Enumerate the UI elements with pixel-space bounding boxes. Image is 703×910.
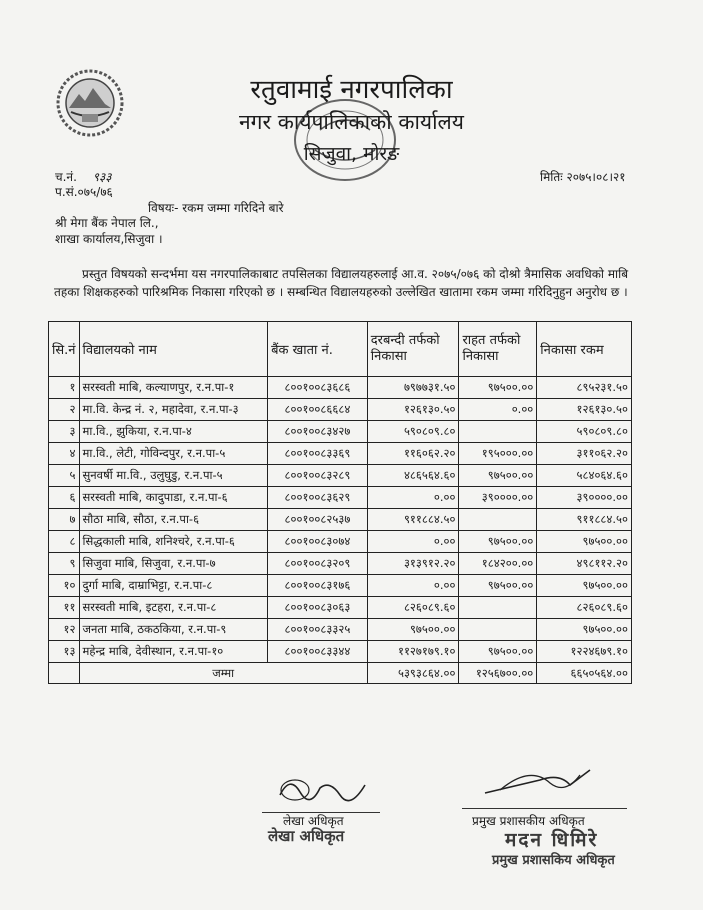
account-no-cell: ८००१००८३३२५ (268, 619, 368, 641)
serial-cell: ६ (49, 487, 80, 509)
darbandi-cell: ०.०० (367, 575, 459, 597)
darbandi-cell: १२६१३०.५० (367, 399, 459, 421)
school-name-cell: मा.वि., झुकिया, र.न.पा-४ (79, 421, 268, 443)
serial-cell: ७ (49, 509, 80, 531)
table-row (49, 619, 632, 641)
header-nikasa: निकासा रकम (537, 322, 632, 377)
account-no-cell: ८००१००८३२०९ (268, 553, 368, 575)
darbandi-cell: ७९७७३१.५० (367, 377, 459, 399)
nikasa-cell: ५९०८०९.८० (537, 421, 632, 443)
serial-cell: ११ (49, 597, 80, 619)
account-no-cell: ८००१००८३२८९ (268, 465, 368, 487)
darbandi-cell: ९११८८४.५० (367, 509, 459, 531)
nikasa-cell: ३११०६२.२० (537, 443, 632, 465)
letter-date: मितिः २०७५।०८।२१ (540, 170, 626, 184)
account-no-cell: ८००१००८३६८६ (268, 377, 368, 399)
table-row (49, 597, 632, 619)
rahat-cell: ०.०० (459, 399, 537, 421)
table-row (49, 575, 632, 597)
total-row (49, 663, 632, 684)
nikasa-cell: ८९५२३१.५० (537, 377, 632, 399)
school-name-cell: सरस्वती माबि, कल्याणपुर, र.न.पा-१ (79, 377, 268, 399)
office-title: नगर कार्यपालिकाको कार्यालय (239, 110, 464, 134)
serial-cell: ९ (49, 553, 80, 575)
account-no-cell: ८००१००८२५३७ (268, 509, 368, 531)
darbandi-cell: ०.०० (367, 531, 459, 553)
school-name-cell: मा.वि. केन्द्र नं. २, महादेवा, र.न.पा-३ (79, 399, 268, 421)
total-nikasa: ६६५०५६४.०० (537, 663, 632, 684)
darbandi-cell: ०.०० (367, 487, 459, 509)
rahat-cell: ९७५००.०० (459, 377, 537, 399)
header-school-name: विद्यालयको नाम (79, 322, 268, 377)
account-no-cell: ८००१००८३१७६ (268, 575, 368, 597)
accounts-officer-title: लेखा अधिकृत (283, 814, 344, 828)
school-name-cell: दुर्गा माबि, दाम्राभिट्टा, र.न.पा-८ (79, 575, 268, 597)
table-row (49, 443, 632, 465)
serial-cell: ३ (49, 421, 80, 443)
serial-cell: ५ (49, 465, 80, 487)
school-name-cell: सुनवर्षी मा.वि., उलुघुडु, र.न.पा-५ (79, 465, 268, 487)
nikasa-cell: १२६१३०.५० (537, 399, 632, 421)
subject-line: विषयः- रकम जम्मा गरिदिने बारे (148, 201, 284, 215)
rahat-cell (459, 509, 537, 531)
school-name-cell: सिजुवा माबि, सिजुवा, र.न.पा-७ (79, 553, 268, 575)
rahat-cell: १८४२००.०० (459, 553, 537, 575)
table-row (49, 487, 632, 509)
nikasa-cell: ३९००००.०० (537, 487, 632, 509)
total-darbandi: ५३९३८६४.०० (367, 663, 459, 684)
nikasa-cell: ९७५००.०० (537, 531, 632, 553)
nikasa-cell: ८२६०८९.६० (537, 597, 632, 619)
school-name-cell: सरस्वती माबि, कादुपाडा, र.न.पा-६ (79, 487, 268, 509)
serial-cell: ८ (49, 531, 80, 553)
school-name-cell: मा.वि., लेटी, गोविन्दपुर, र.न.पा-५ (79, 443, 268, 465)
nikasa-cell: १२२४६७९.१० (537, 641, 632, 663)
account-no-cell: ८००१००८३०७४ (268, 531, 368, 553)
rahat-cell: ९७५००.०० (459, 531, 537, 553)
serial-cell: १० (49, 575, 80, 597)
cao-title: प्रमुख प्रशासकीय अधिकृत (472, 814, 585, 828)
office-place: सिजुवा, मोरङ (303, 143, 400, 165)
body-paragraph: प्रस्तुत विषयको सन्दर्भमा यस नगरपालिकाबाट तपसिलका विद्यालयहरुलाई आ.व. २०७५/०७६ को दोश्रो त्रैमासिक अवधिको माबि तहका शिक्षकहरुको पारिश्रमिक निकासा गरिएको छ । सम्बन्धित विद्यालयहरुको उल्लेखित खातामा रकम जम्मा गरिदिनुहुन अनुरोध छ । (54, 267, 629, 299)
municipality-title: रतुवामाई नगरपालिका (250, 75, 453, 105)
rahat-cell: १९५०००.०० (459, 443, 537, 465)
school-name-cell: सरस्वती माबि, इटहरा, र.न.पा-८ (79, 597, 268, 619)
cao-stamp: प्रमुख प्रशासकिय अधिकृत (492, 853, 615, 868)
account-no-cell: ८००१००८६६८४ (268, 399, 368, 421)
header-rahat: राहत तर्फको निकासा (459, 322, 537, 377)
right-signature-line (462, 808, 627, 809)
table-row (49, 553, 632, 575)
cao-signature (480, 755, 600, 805)
table-header-row (49, 322, 632, 377)
serial-cell: १ (49, 377, 80, 399)
header-darbandi: दरबन्दी तर्फको निकासा (367, 322, 459, 377)
chalani-label: च.नं. (55, 170, 77, 184)
nikasa-cell: ४९८११२.२० (537, 553, 632, 575)
nikasa-cell: ५८४०६४.६० (537, 465, 632, 487)
serial-cell: ४ (49, 443, 80, 465)
rahat-cell (459, 597, 537, 619)
rahat-cell: ९७५००.०० (459, 641, 537, 663)
header-account-no: बैंक खाता नं. (268, 322, 368, 377)
rahat-cell: ९७५००.०० (459, 465, 537, 487)
darbandi-cell: ३१३९१२.२० (367, 553, 459, 575)
school-name-cell: सिद्धकाली माबि, शनिश्चरे, र.न.पा-६ (79, 531, 268, 553)
nikasa-cell: ९७५००.०० (537, 619, 632, 641)
table-row (49, 641, 632, 663)
account-no-cell: ८००१००८३३६९ (268, 443, 368, 465)
account-no-cell: ८००१००८३०६३ (268, 597, 368, 619)
table-row (49, 421, 632, 443)
patra-sankhya: प.सं.०७५/७६ (55, 185, 113, 199)
addressee-line1: श्री मेगा बैंक नेपाल लि., (55, 216, 159, 230)
table-row (49, 465, 632, 487)
rahat-cell (459, 619, 537, 641)
darbandi-cell: ११६०६२.२० (367, 443, 459, 465)
nikasa-cell: ९७५००.०० (537, 575, 632, 597)
darbandi-cell: ५९०८०९.८० (367, 421, 459, 443)
account-no-cell: ८००१००८३४२७ (268, 421, 368, 443)
serial-cell: २ (49, 399, 80, 421)
rahat-cell: ३९००००.०० (459, 487, 537, 509)
total-rahat: १२५६७००.०० (459, 663, 537, 684)
cao-name: मदन धिमिरे (505, 829, 599, 851)
total-label: जम्मा (79, 663, 367, 684)
account-no-cell: ८००१००८३३४४ (268, 641, 368, 663)
serial-cell: १२ (49, 619, 80, 641)
darbandi-cell: ४८६५६४.६० (367, 465, 459, 487)
darbandi-cell: ८२६०८९.६० (367, 597, 459, 619)
table-row (49, 509, 632, 531)
account-no-cell: ८००१००८३६२९ (268, 487, 368, 509)
table-row (49, 377, 632, 399)
school-name-cell: जनता माबि, ठकठकिया, र.न.पा-९ (79, 619, 268, 641)
table-row (49, 399, 632, 421)
darbandi-cell: ११२७१७९.१० (367, 641, 459, 663)
total-empty-cell (49, 663, 80, 684)
addressee-line2: शाखा कार्यालय,सिजुवा । (55, 232, 163, 246)
nikasa-cell: ९११८८४.५० (537, 509, 632, 531)
rahat-cell (459, 421, 537, 443)
school-name-cell: महेन्द्र माबि, देवीस्थान, र.न.पा-१० (79, 641, 268, 663)
darbandi-cell: ९७५००.०० (367, 619, 459, 641)
accounts-officer-stamp: लेखा अधिकृत (268, 827, 345, 845)
header-serial: सि.नं (49, 322, 80, 377)
rahat-cell: ९७५००.०० (459, 575, 537, 597)
school-name-cell: सौठा माबि, सौठा, र.न.पा-६ (79, 509, 268, 531)
chalani-value: ९३३ (92, 170, 112, 184)
payment-table (48, 321, 632, 684)
accounts-officer-signature (270, 770, 380, 810)
table-row (49, 531, 632, 553)
serial-cell: १३ (49, 641, 80, 663)
